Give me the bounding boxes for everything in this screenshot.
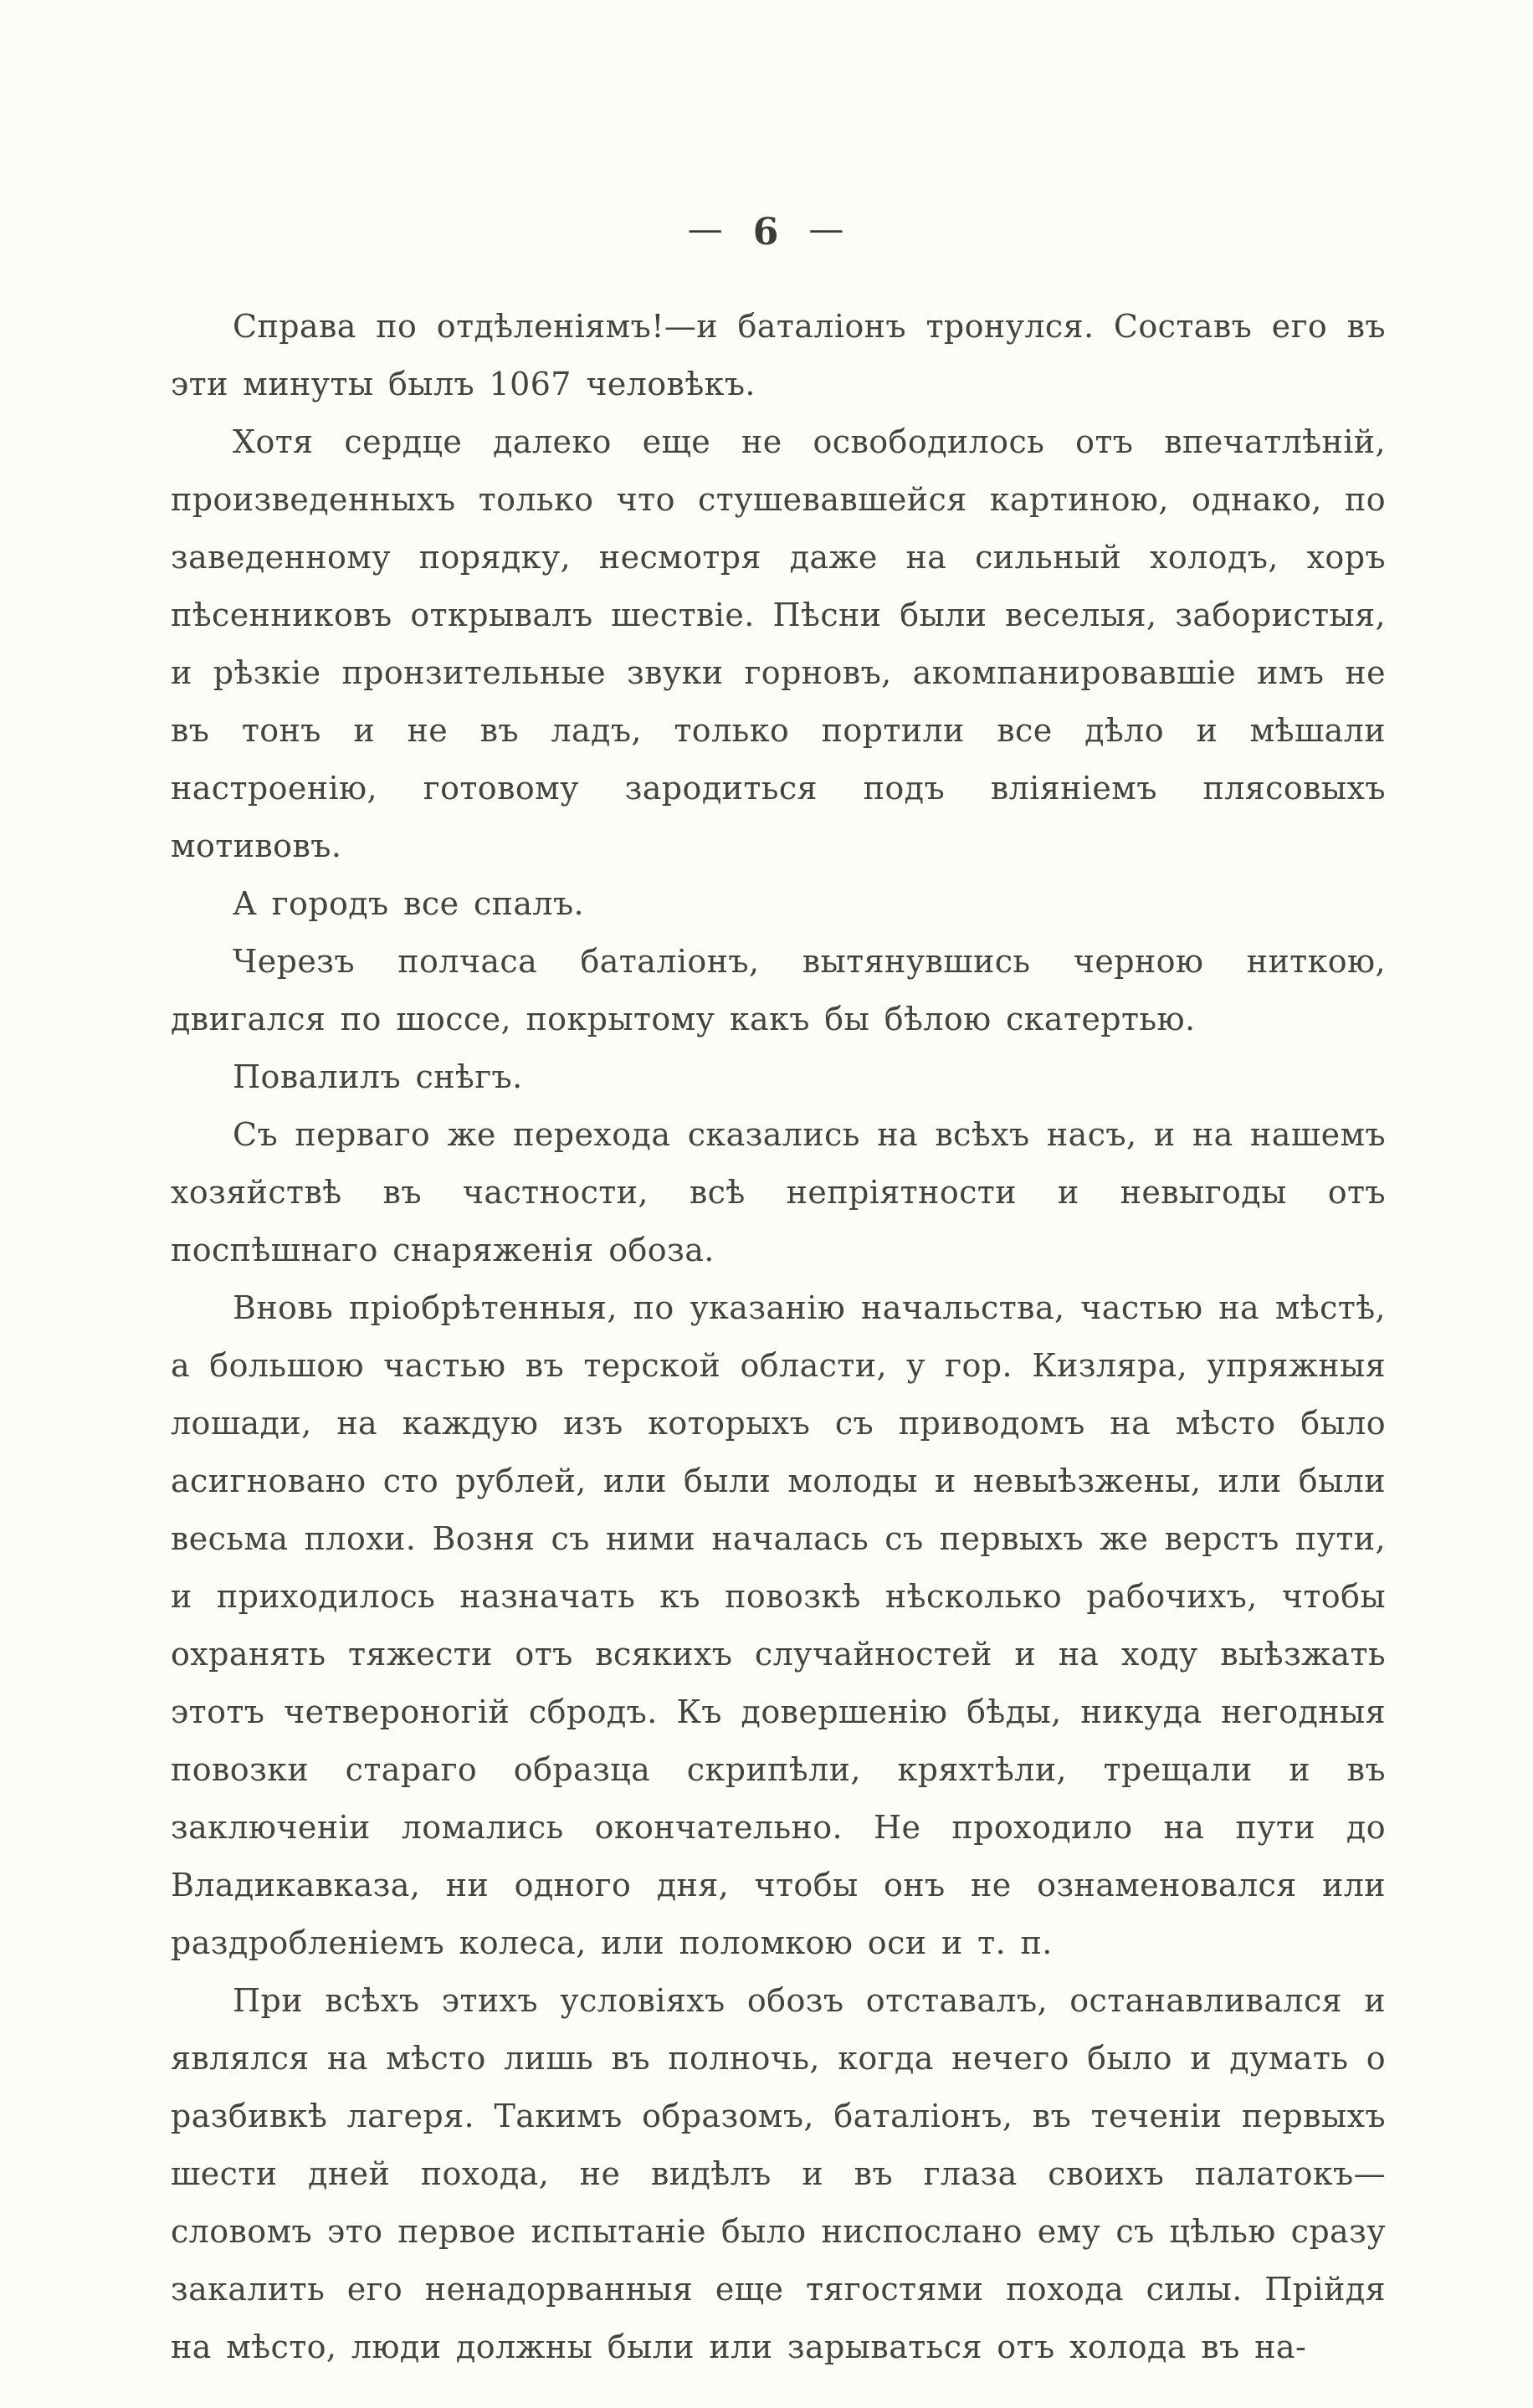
paragraph: Съ перваго же перехода сказались на всѣхъ насъ, и на нашемъ хозяйствѣ въ частности, всѣ непріятности и невыгоды отъ поспѣшнаго снаряженія обоза. bbox=[171, 1116, 1386, 1268]
paragraph: А городъ все спалъ. bbox=[233, 885, 585, 922]
page-number: 6 bbox=[752, 211, 781, 254]
header-dash-right: — bbox=[808, 208, 846, 249]
paragraph: Хотя сердце далеко еще не освободилось отъ впечатлѣній, произведенныхъ только что стушевавшейся картиною, однако, по заведенному порядку, несмотря даже на сильный холодъ, хоръ пѣсенниковъ открывалъ шествіе. Пѣсни были веселыя, забористыя, и рѣзкіе пронзительные звуки горновъ, акомпанировавшіе имъ не въ тонъ и не въ ладъ, только портили все дѣло и мѣшали настроенію, готовому зародиться подъ вліяніемъ плясовыхъ мотивовъ. bbox=[171, 423, 1386, 864]
header-dash-left: — bbox=[687, 208, 725, 249]
page-header bbox=[0, 208, 1533, 254]
paragraph: Вновь пріобрѣтенныя, по указанію начальства, частью на мѣстѣ, а большою частью въ терской области, у гор. Кизляра, упряжныя лошади, на каждую изъ которыхъ съ приводомъ на мѣсто было асигновано сто рублей, или были молоды и невыѣзжены, или были весьма плохи. Возня съ ними началась съ первыхъ же верстъ пути, и приходилось назначать къ повозкѣ нѣсколько рабочихъ, чтобы охранять тяжести отъ всякихъ случайностей и на ходу выѣзжать этотъ четвероногій сбродъ. Къ довершенію бѣды, никуда негодныя повозки стараго образца скрипѣли, кряхтѣли, трещали и въ заключеніи ломались окончательно. Не проходило на пути до Владикавказа, ни одного дня, чтобы онъ не ознаменовался или раздробленіемъ колеса, или поломкою оси и т. п. bbox=[171, 1289, 1386, 1961]
paragraph: Черезъ полчаса баталіонъ, вытянувшись черною ниткою, двигался по шоссе, покрытому какъ бы бѣлою скатертью. bbox=[171, 943, 1386, 1037]
paragraph: Справа по отдѣленіямъ!—и баталіонъ тронулся. Составъ его въ эти минуты былъ 1067 человѣкъ. bbox=[171, 308, 1386, 402]
paragraph: При всѣхъ этихъ условіяхъ обозъ отставалъ, останавливался и являлся на мѣсто лишь въ полночь, когда нечего было и думать о разбивкѣ лагеря. Такимъ образомъ, баталіонъ, въ теченіи первыхъ шести дней похода, не видѣлъ и въ глаза своихъ палатокъ— словомъ это первое испытаніе было ниспослано ему съ цѣлью сразу закалить его ненадорванныя еще тягостями похода силы. Прійдя на мѣсто, люди должны были или зарываться отъ холода въ на- bbox=[171, 1982, 1386, 2365]
paragraph: Повалилъ снѣгъ. bbox=[233, 1058, 523, 1095]
page-text-block bbox=[171, 298, 1386, 2376]
